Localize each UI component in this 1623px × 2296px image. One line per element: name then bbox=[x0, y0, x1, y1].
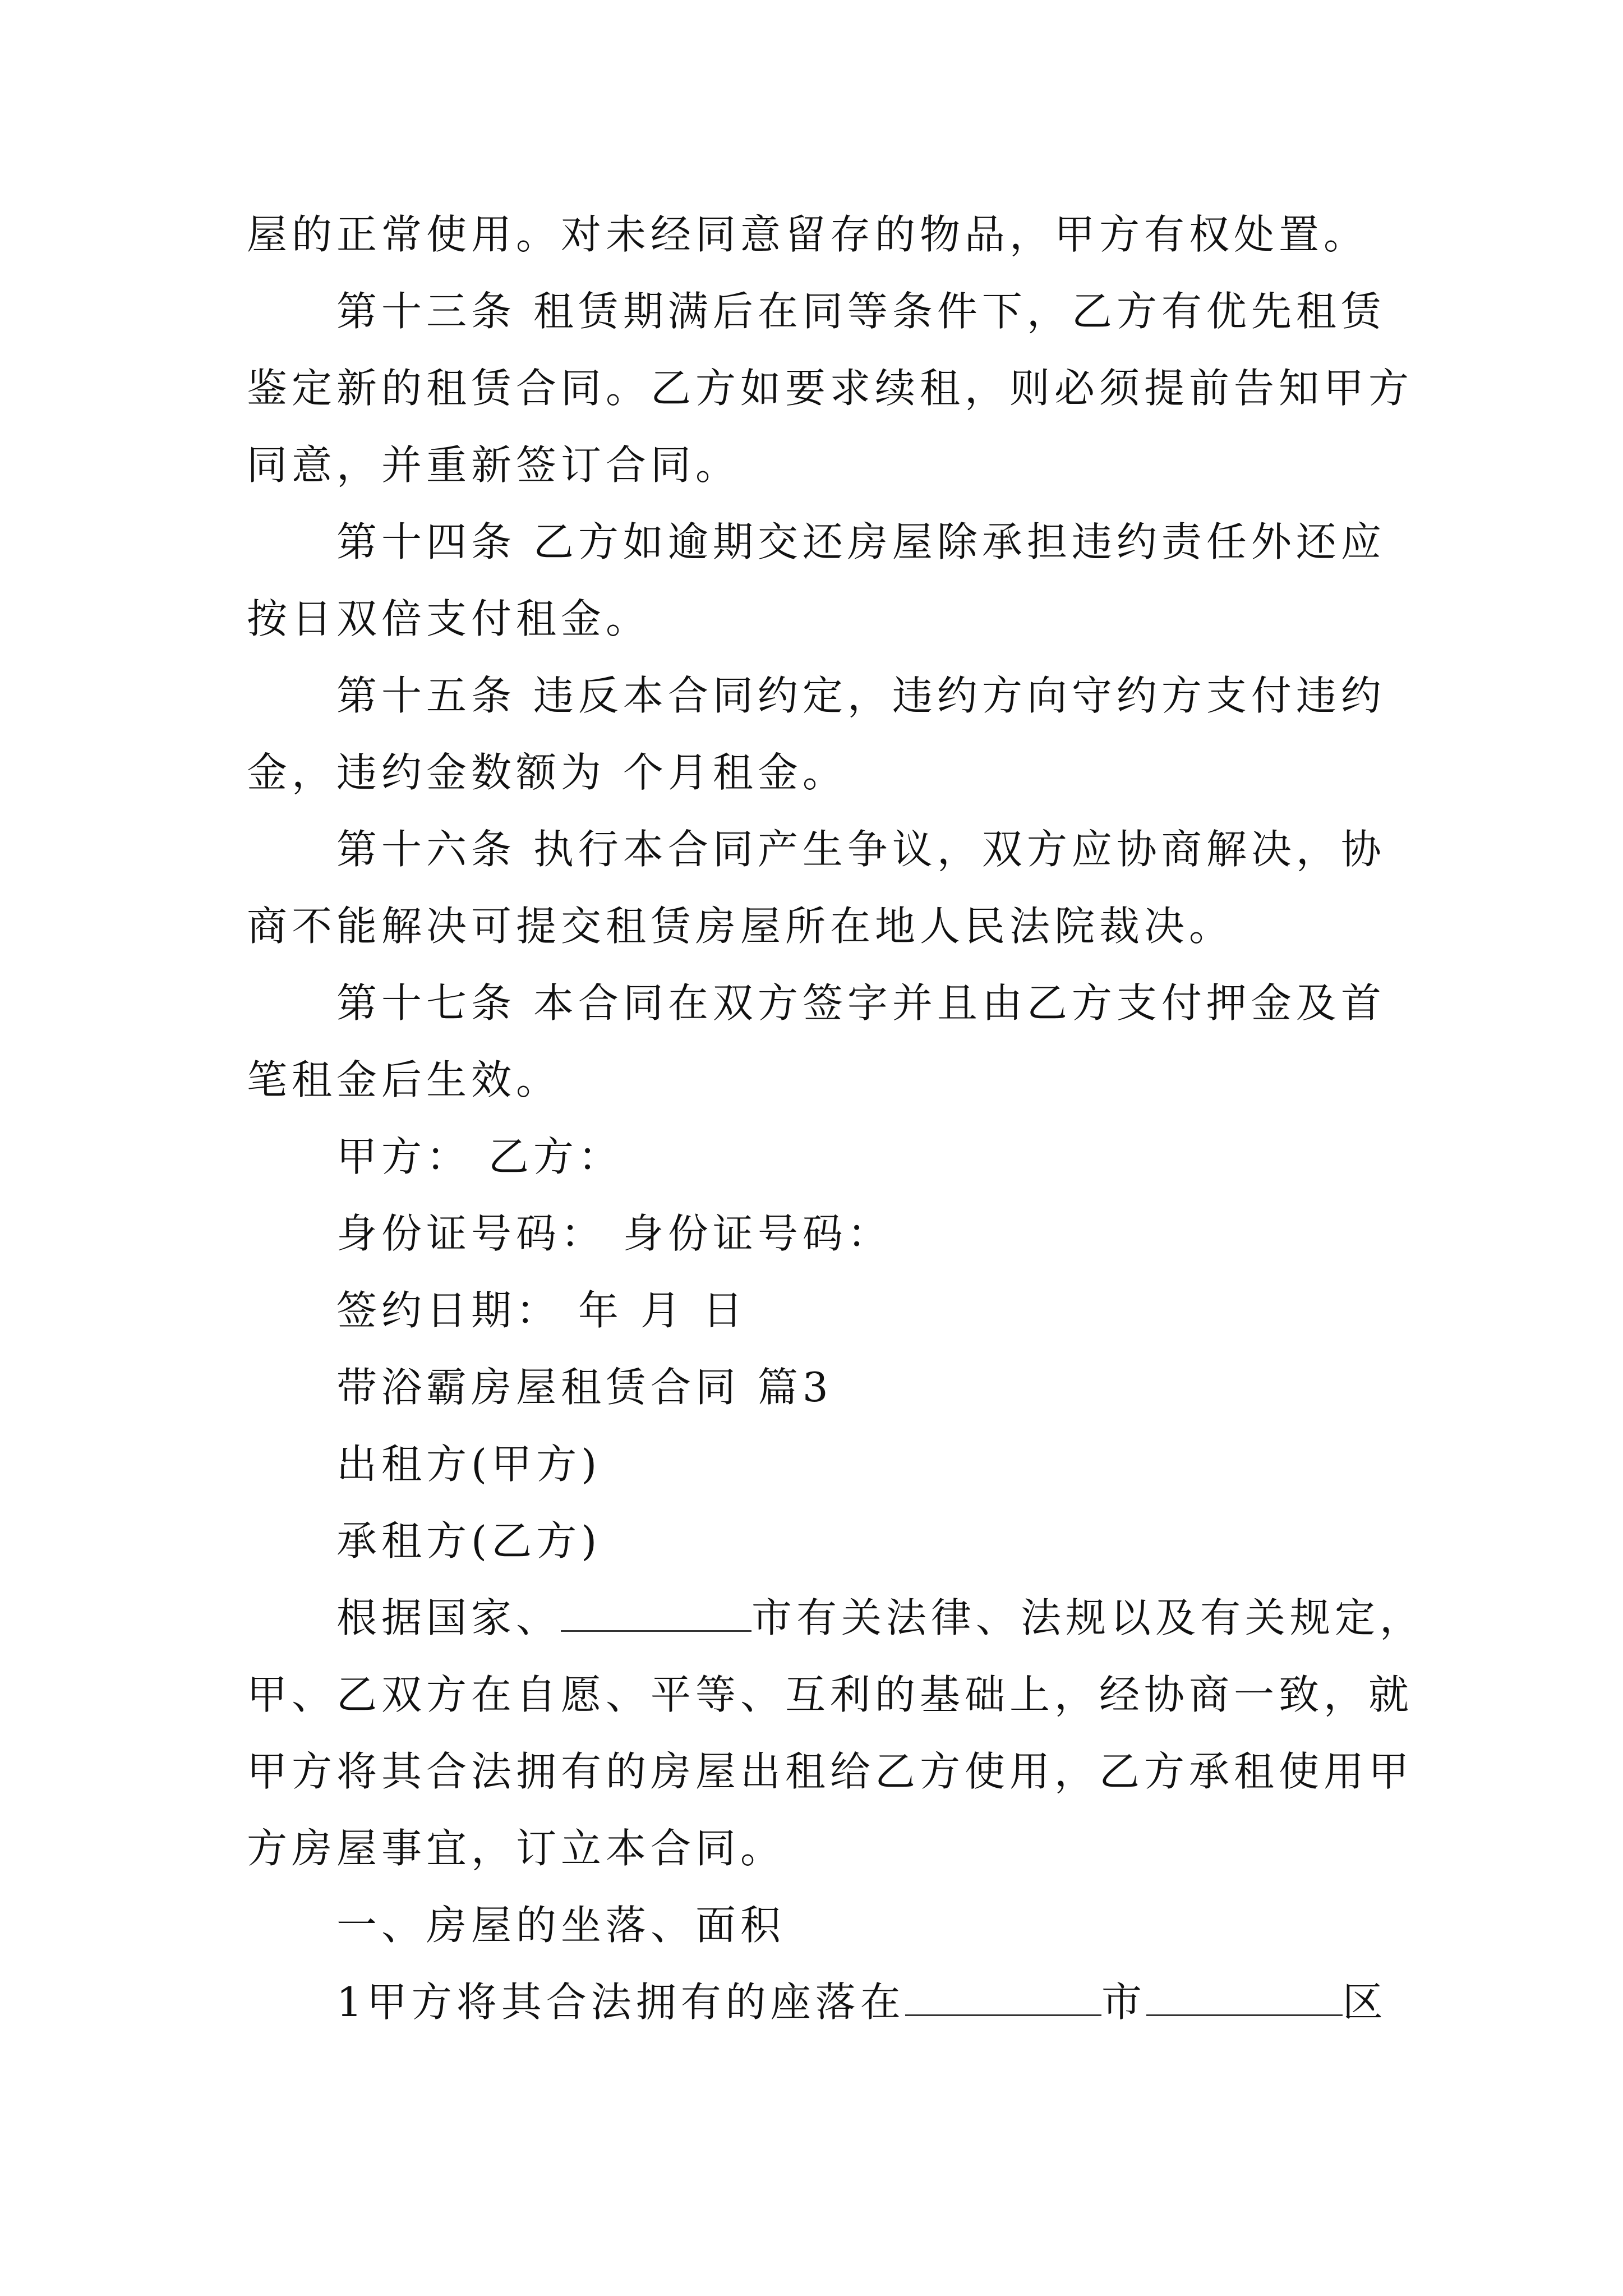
location-text-middle: 市 bbox=[1101, 1978, 1146, 2026]
agreement-line-2: 甲方将其合法拥有的房屋出租给乙方使用，乙方承租使用甲 bbox=[247, 1748, 1414, 1795]
location-text-before: 1甲方将其合法拥有的座落在 bbox=[336, 1978, 905, 2026]
article-15-line-1: 第十五条 违反本合同约定，违约方向守约方支付违约 bbox=[336, 672, 1386, 719]
city-blank bbox=[561, 1595, 751, 1632]
location-line bbox=[247, 1964, 1387, 2041]
location-district-blank bbox=[1146, 1980, 1343, 2016]
article-13-line-2: 鉴定新的租赁合同。乙方如要求续租，则必须提前告知甲方 bbox=[247, 365, 1414, 412]
id-number-line: 身份证号码： 身份证号码： bbox=[336, 1210, 892, 1257]
paragraph-line: 屋的正常使用。对未经同意留存的物品，甲方有权处置。 bbox=[247, 211, 1369, 258]
signing-date-line: 签约日期： 年 月 日 bbox=[336, 1287, 748, 1334]
location-city-blank bbox=[905, 1980, 1101, 2016]
contract-text bbox=[247, 196, 1425, 2041]
article-17-line-2: 笔租金后生效。 bbox=[247, 1056, 561, 1103]
article-13-line-3: 同意，并重新签订合同。 bbox=[247, 441, 741, 489]
article-17-line-1: 第十七条 本合同在双方签字并且由乙方支付押金及首 bbox=[336, 979, 1386, 1027]
agreement-line-1: 甲、乙双方在自愿、平等、互利的基础上，经协商一致，就 bbox=[247, 1671, 1414, 1718]
article-15-line-2: 金，违约金数额为 个月租金。 bbox=[247, 749, 847, 796]
article-14-line-2: 按日双倍支付租金。 bbox=[247, 595, 651, 642]
section-title: 带浴霸房屋租赁合同 篇3 bbox=[336, 1364, 833, 1411]
article-13-line-1: 第十三条 租赁期满后在同等条件下，乙方有优先租赁 bbox=[336, 288, 1386, 335]
location-text-after: 区 bbox=[1342, 1978, 1387, 2026]
article-16-line-1: 第十六条 执行本合同产生争议，双方应协商解决，协 bbox=[336, 826, 1386, 873]
parties-signature-line: 甲方： 乙方： bbox=[336, 1133, 623, 1180]
law-basis-text-before: 根据国家、 bbox=[336, 1594, 561, 1641]
article-14-line-1: 第十四条 乙方如逾期交还房屋除承担违约责任外还应 bbox=[336, 518, 1386, 565]
law-basis-line bbox=[247, 1580, 1425, 1657]
section-heading-location: 一、房屋的坐落、面积 bbox=[336, 1902, 786, 1949]
lessee-line: 承租方(乙方) bbox=[336, 1517, 602, 1565]
article-16-line-2: 商不能解决可提交租赁房屋所在地人民法院裁决。 bbox=[247, 903, 1234, 950]
agreement-line-3: 方房屋事宜，订立本合同。 bbox=[247, 1825, 786, 1872]
law-basis-text-after: 市有关法律、法规以及有关规定， bbox=[751, 1594, 1425, 1641]
lessor-line: 出租方(甲方) bbox=[336, 1441, 602, 1488]
